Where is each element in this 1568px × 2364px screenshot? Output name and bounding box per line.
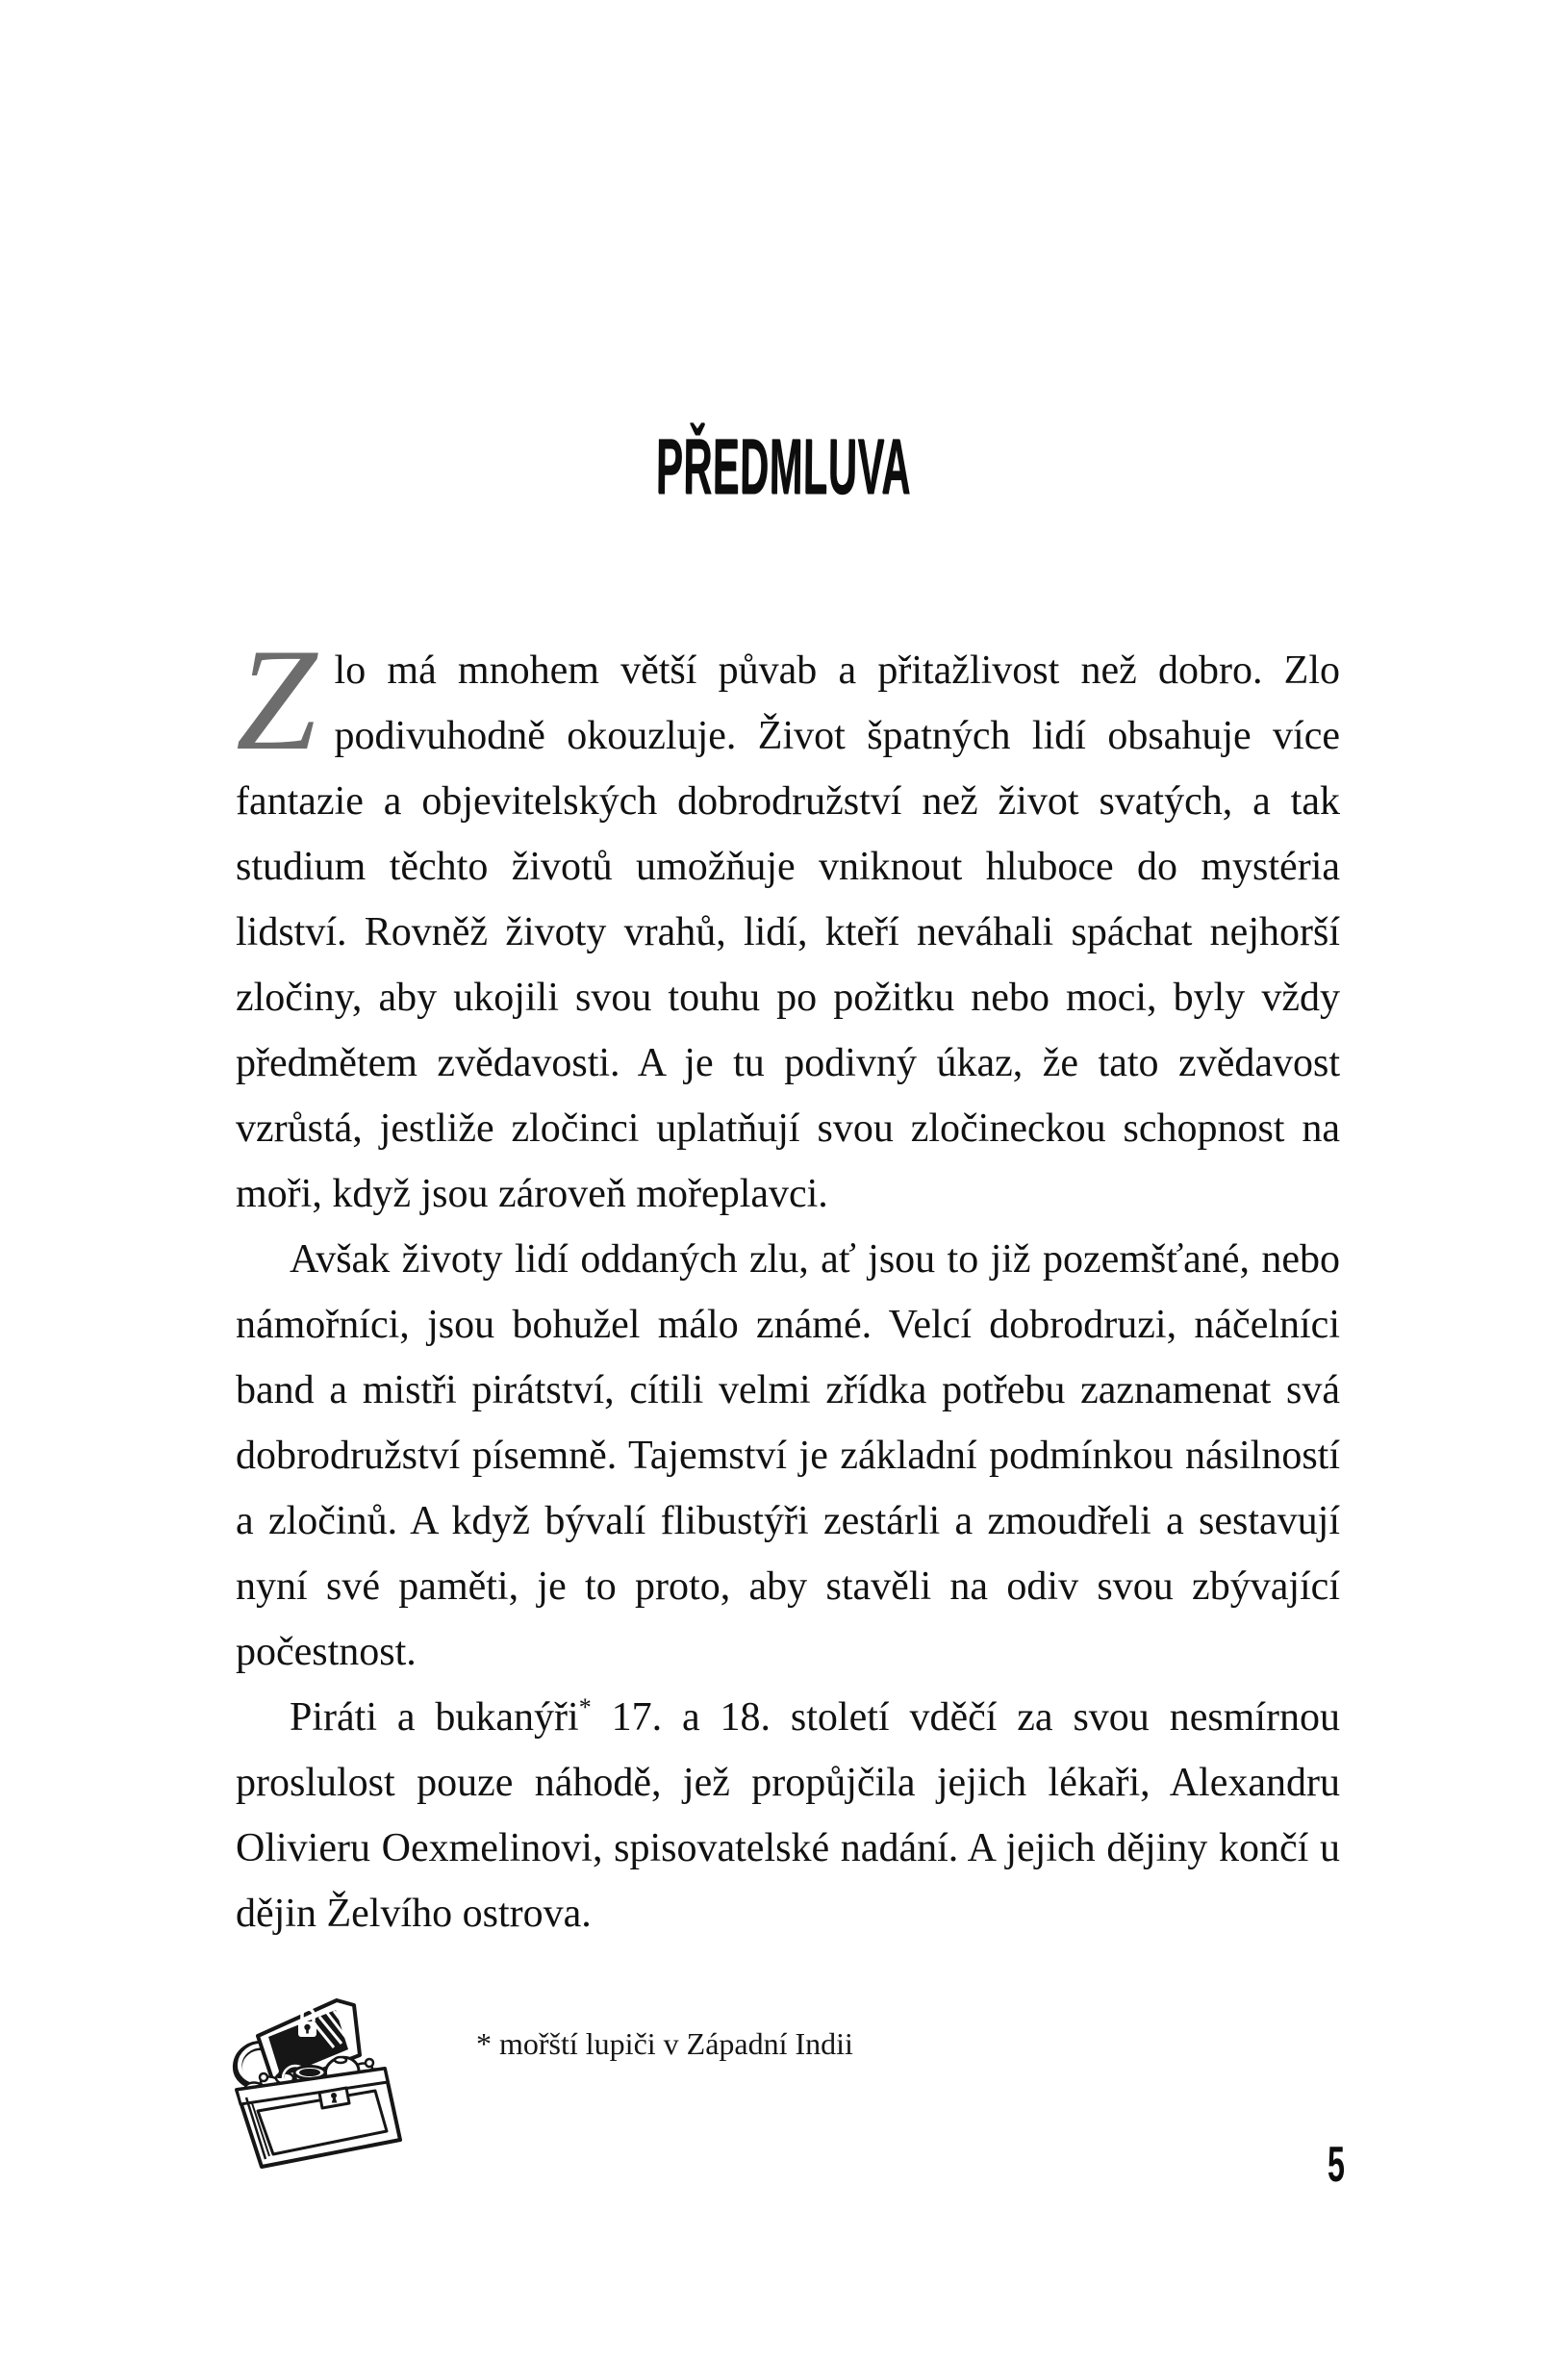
footnote: * mořští lupiči v Západní Indii — [476, 2026, 853, 2061]
page-number: 5 — [1328, 2137, 1345, 2193]
paragraph-3-text-end: 17. a 18. století vděčí za svou nesmírnou proslulost pouze náhodě, jež propůjčila jejich lékaři, Alexandru Olivieru Oexmelinovi, spisovatelské nadání. A jejich dějiny končí u dějin Želvího ostrova. — [236, 1695, 1341, 1936]
drop-cap: Z — [236, 619, 317, 780]
paragraph-3-text-start: Piráti a bukanýři — [290, 1695, 579, 1740]
treasure-chest-illustration — [225, 1995, 417, 2174]
page-title: PŘEDMLUVA — [655, 422, 912, 510]
paragraph-1 — [236, 619, 1340, 1227]
paragraph-3 — [236, 1685, 1340, 1946]
paragraph-2: Avšak životy lidí oddaných zlu, ať jsou to již pozemšťané, nebo námořníci, jsou bohužel málo známé. Velcí dobrodruzi, náčelníci band a mistři pirátství, cítili velmi zřídka potřebu zaznamenat svá dobrodružství písemně. Tajemství je základní podmínkou násilností a zločinů. A když bývalí flibustýři zestárli a zmoudřeli a sestavují nyní své paměti, je to proto, aby stavěli na odiv svou zbývající počestnost. — [236, 1237, 1340, 1674]
treasure-chest-icon — [225, 1995, 417, 2174]
paragraph-1-text: lo má mnohem větší půvab a přitažlivost než dobro. Zlo podivuhodně okouzluje. Život špatných lidí obsahuje více fantazie a objevitelských dobrodružství než život svatých, a tak studium těchto životů umožňuje vniknout hluboce do mystéria lidství. Rovněž životy vrahů, lidí, kteří neváhali spáchat nejhorší zločiny, aby ukojili svou touhu po požitku nebo moci, byly vždy předmětem zvědavosti. A je tu podivný úkaz, že tato zvědavost vzrůstá, jestliže zločinci uplatňují svou zločineckou schopnost na moři, když jsou zároveň mořeplavci. — [236, 648, 1340, 1216]
preface-body-text — [236, 619, 1341, 1946]
footnote-marker: * — [578, 1693, 592, 1721]
title-wrap — [0, 421, 1568, 510]
